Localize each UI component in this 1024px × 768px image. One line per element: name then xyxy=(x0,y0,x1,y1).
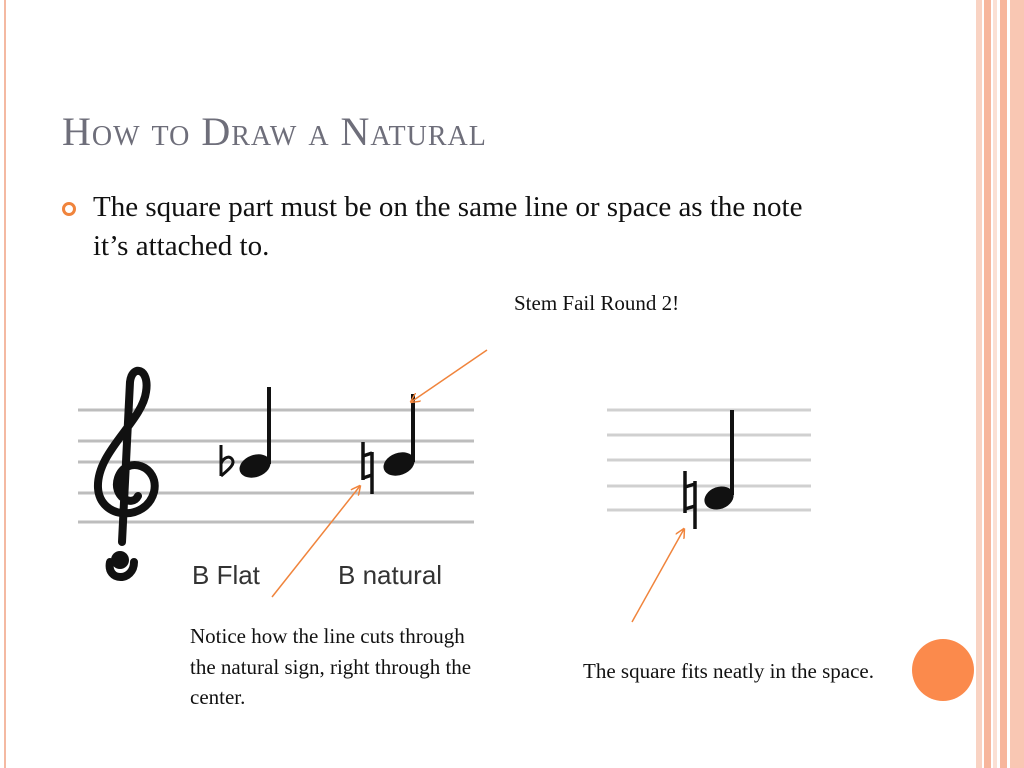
decorative-circle xyxy=(912,639,974,701)
arrow-square-fits xyxy=(632,529,684,622)
arrow-stem-fail xyxy=(411,350,487,402)
slide-title: How to Draw a Natural xyxy=(62,109,487,154)
arrow-line-cuts xyxy=(272,486,360,597)
callout-stem-fail: Stem Fail Round 2! xyxy=(514,291,680,315)
callout-square-fits: The square fits neatly in the space. xyxy=(583,659,874,683)
label-b-natural: B natural xyxy=(338,560,443,590)
bullet-text: The square part must be on the same line or space as the note it’s attached to. xyxy=(93,191,803,262)
callout-line-cuts: Notice how the line cuts through the natural sign, right through the center. xyxy=(190,624,472,709)
label-b-flat: B Flat xyxy=(192,560,260,590)
